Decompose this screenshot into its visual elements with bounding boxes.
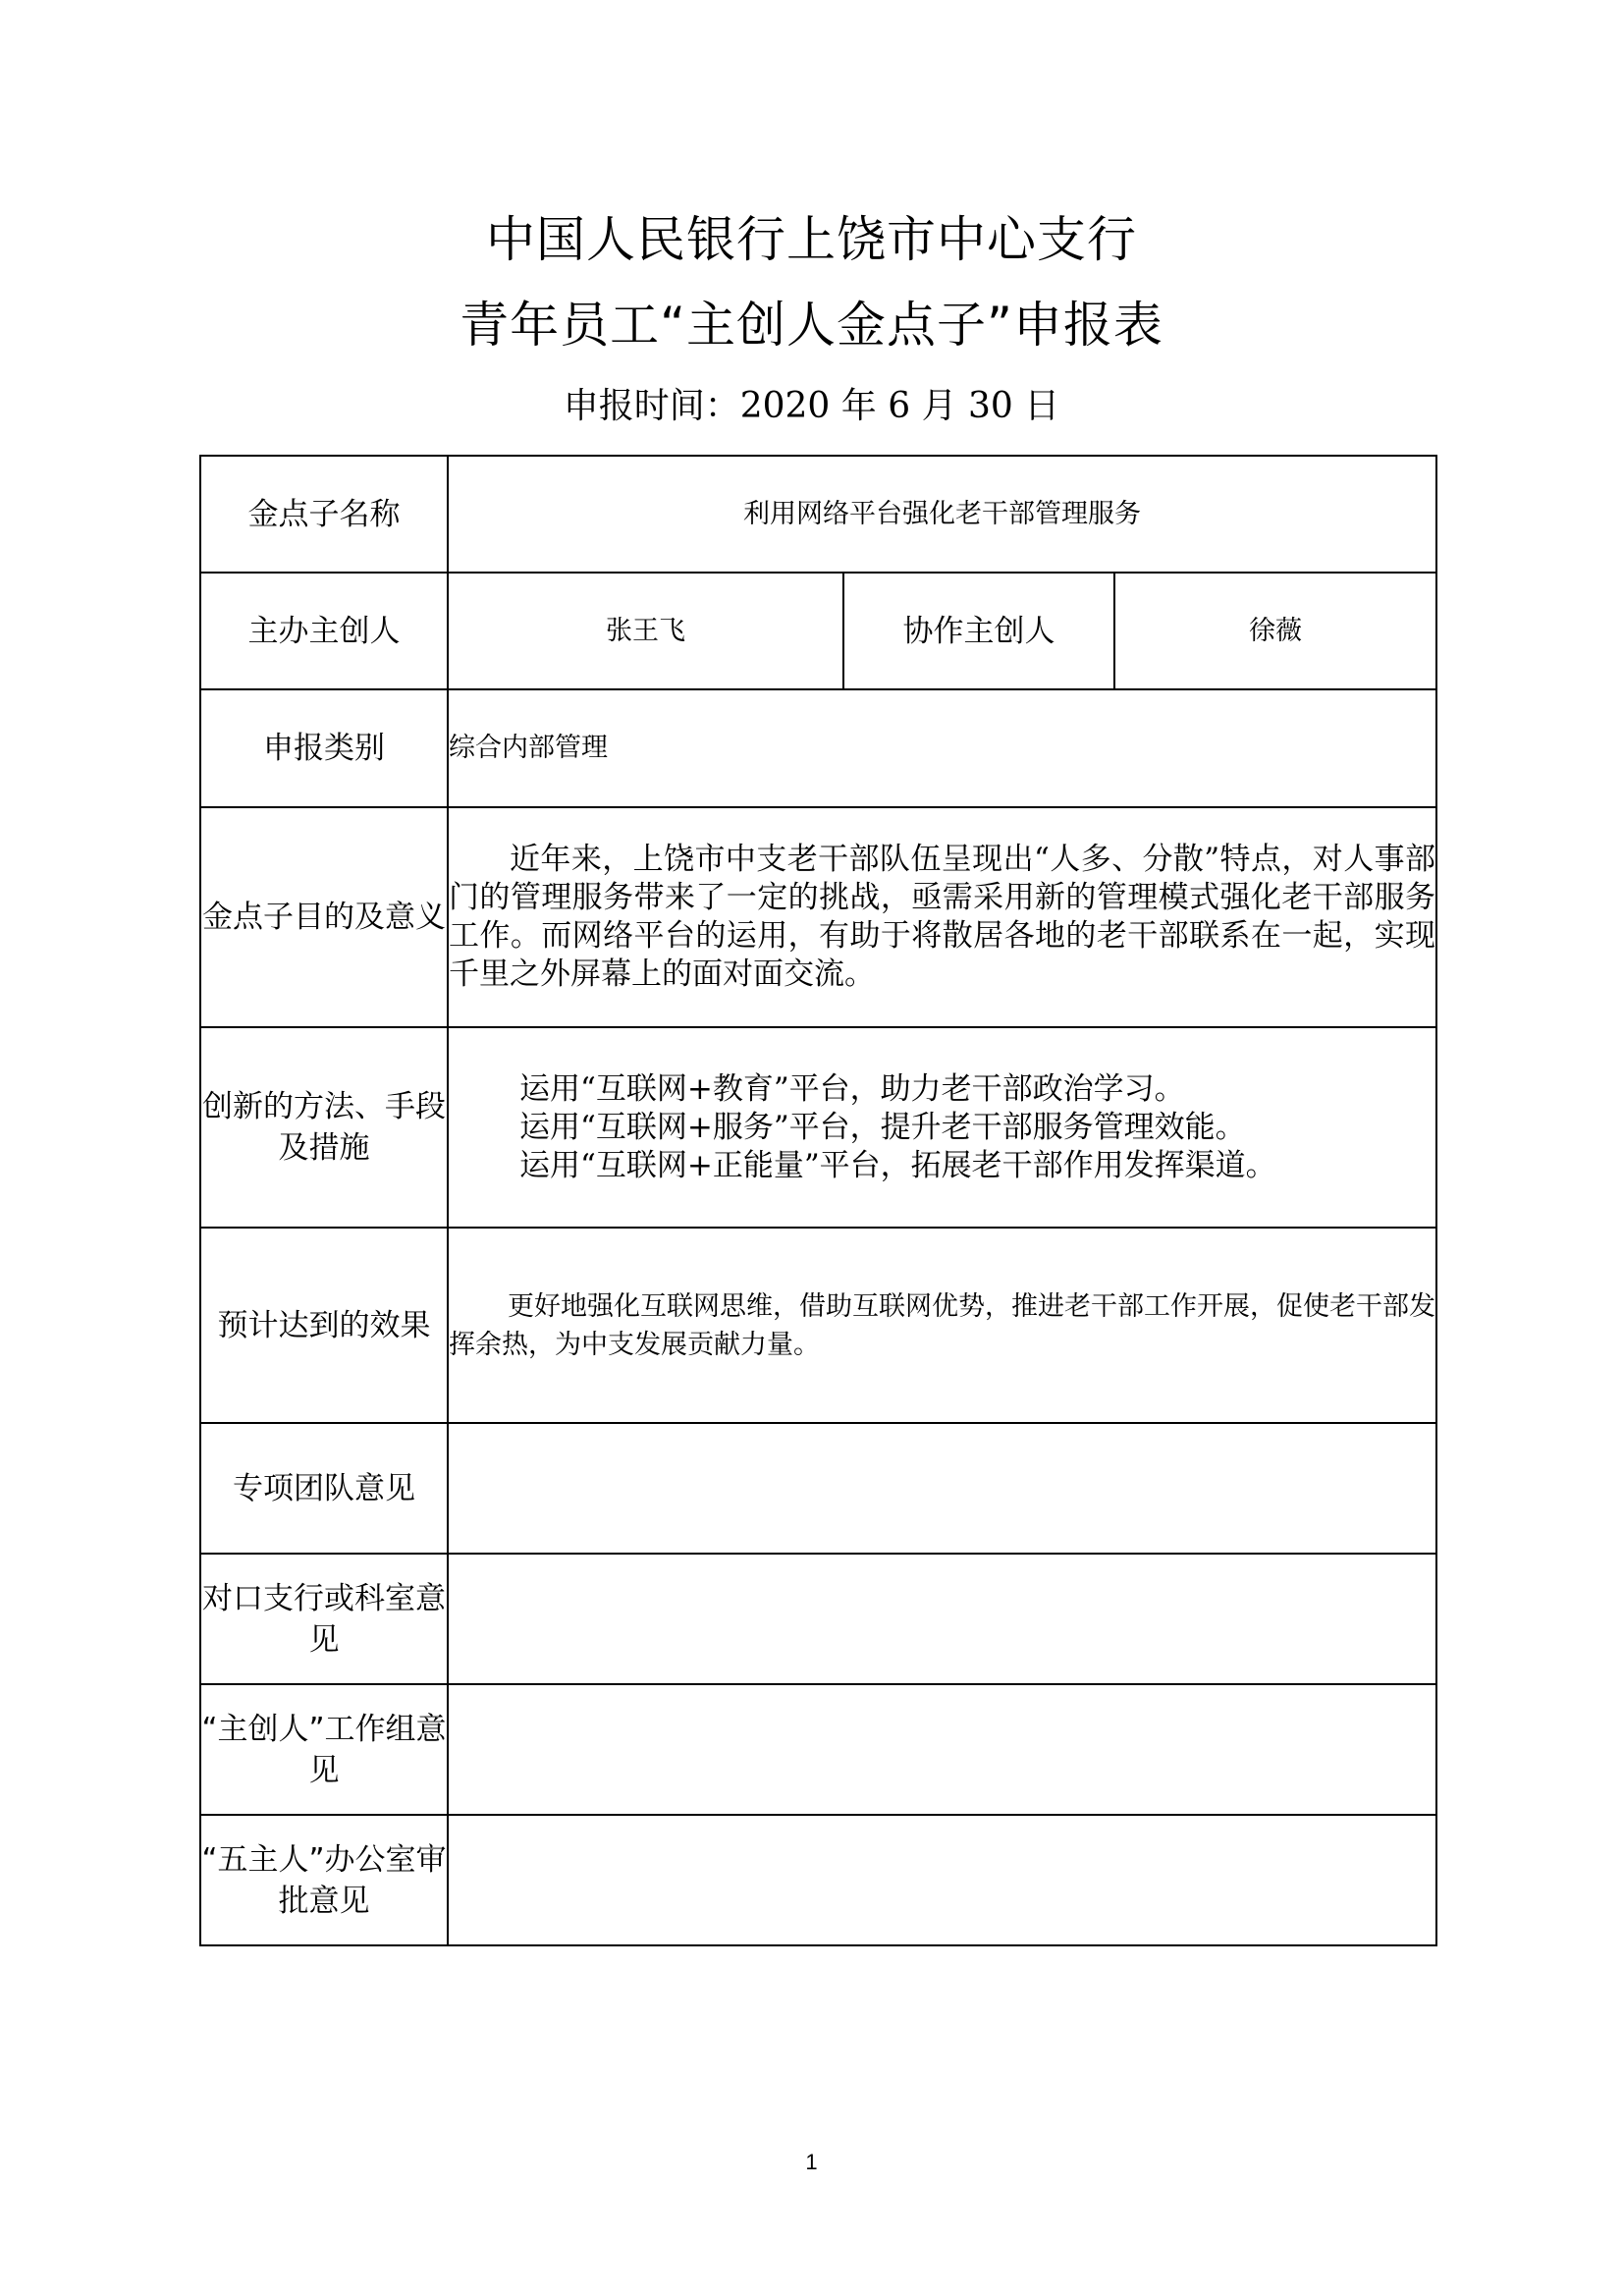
office-opinion-value[interactable] — [448, 1815, 1436, 1945]
branch-opinion-value[interactable] — [448, 1554, 1436, 1684]
row-group-opinion — [200, 1684, 1436, 1815]
idea-name-label: 金点子名称 — [200, 456, 448, 573]
row-purpose — [200, 807, 1436, 1027]
document-title-line1: 中国人民银行上饶市中心支行 — [486, 211, 1137, 268]
row-office-opinion — [200, 1815, 1436, 1945]
team-opinion-value[interactable] — [448, 1423, 1436, 1554]
document-title-line2: 青年员工“主创人金点子”申报表 — [460, 297, 1163, 354]
page-number: 1 — [805, 2150, 818, 2174]
co-creator-value: 徐薇 — [1114, 573, 1436, 689]
row-branch-opinion — [200, 1554, 1436, 1684]
branch-opinion-label: 对口支行或科室意见 — [200, 1554, 448, 1684]
office-opinion-label: “五主人”办公室审批意见 — [200, 1815, 448, 1945]
row-methods — [200, 1027, 1436, 1228]
application-form-table — [199, 455, 1437, 1946]
methods-label: 创新的方法、手段及措施 — [200, 1027, 448, 1228]
group-opinion-value[interactable] — [448, 1684, 1436, 1815]
method-item-2: 运用“互联网+服务”平台，提升老干部服务管理效能。 — [519, 1109, 1246, 1145]
method-item-1: 运用“互联网+教育”平台，助力老干部政治学习。 — [519, 1070, 1185, 1107]
purpose-value: 近年来，上饶市中支老干部队伍呈现出“人多、分散”特点，对人事部门的管理服务带来了一定的挑战，亟需采用新的管理模式强化老干部服务工作。而网络平台的运用，有助于将散居各地的老干部联系在一起，实现千里之外屏幕上的面对面交流。 — [449, 842, 1436, 992]
idea-name-value: 利用网络平台强化老干部管理服务 — [448, 456, 1436, 573]
effect-cell — [448, 1228, 1436, 1423]
row-team-opinion — [200, 1423, 1436, 1554]
group-opinion-label: “主创人”工作组意见 — [200, 1684, 448, 1815]
effect-label: 预计达到的效果 — [200, 1228, 448, 1423]
co-creator-label: 协作主创人 — [843, 573, 1114, 689]
row-category — [200, 689, 1436, 807]
methods-cell — [448, 1027, 1436, 1228]
submission-date: 申报时间：2020 年 6 月 30 日 — [563, 386, 1060, 426]
host-creator-value: 张王飞 — [448, 573, 843, 689]
host-creator-label: 主办主创人 — [200, 573, 448, 689]
row-idea-name — [200, 456, 1436, 573]
row-creators — [200, 573, 1436, 689]
category-value: 综合内部管理 — [448, 689, 1436, 807]
purpose-label: 金点子目的及意义 — [200, 807, 448, 1027]
row-effect — [200, 1228, 1436, 1423]
purpose-cell — [448, 807, 1436, 1027]
effect-value: 更好地强化互联网思维，借助互联网优势，推进老干部工作开展，促使老干部发挥余热，为中支发展贡献力量。 — [449, 1290, 1436, 1360]
method-item-3: 运用“互联网+正能量”平台，拓展老干部作用发挥渠道。 — [519, 1147, 1276, 1183]
team-opinion-label: 专项团队意见 — [200, 1423, 448, 1554]
category-label: 申报类别 — [200, 689, 448, 807]
